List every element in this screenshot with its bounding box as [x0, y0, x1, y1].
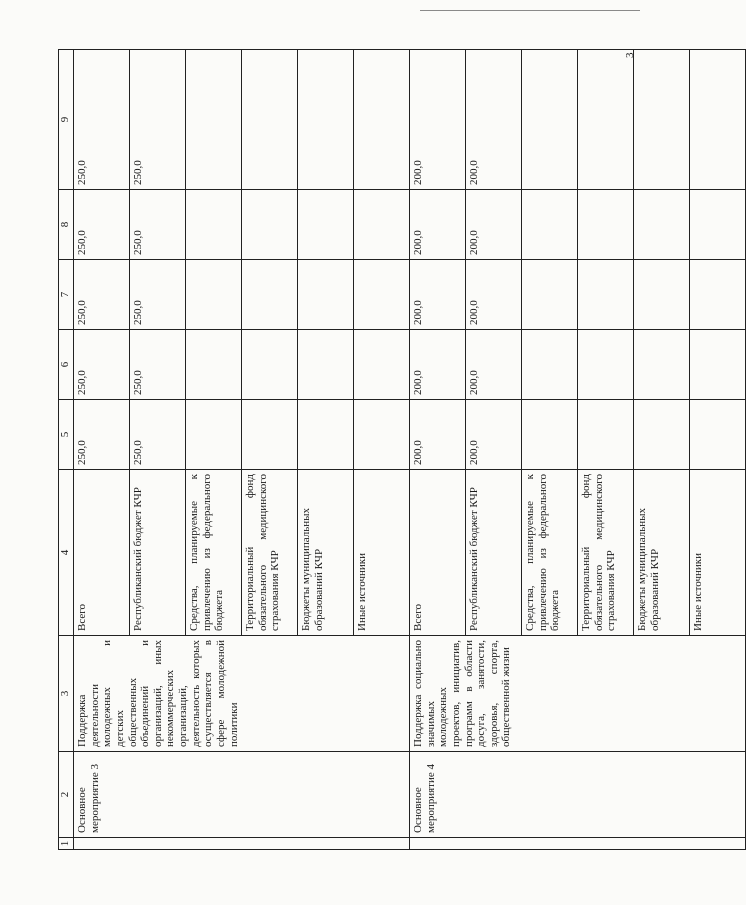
funding-source: Средства, планируемые к привлечению из федерального бюджета [186, 470, 242, 636]
value-cell [634, 50, 690, 190]
funding-source: Территориальный фонд обязательного медицинского страхования КЧР [578, 470, 634, 636]
rotated-page [58, 50, 704, 850]
column-number: 1 [59, 838, 74, 850]
value-cell [690, 400, 746, 470]
column-number: 5 [59, 400, 74, 470]
value-cell [242, 400, 298, 470]
value-cell [298, 330, 354, 400]
value-cell [522, 330, 578, 400]
value-cell: 250,0 [130, 400, 186, 470]
value-cell [298, 50, 354, 190]
value-cell [298, 190, 354, 260]
value-cell [578, 330, 634, 400]
value-cell [354, 330, 410, 400]
value-cell: 250,0 [130, 50, 186, 190]
value-cell [186, 330, 242, 400]
value-cell: 200,0 [466, 50, 522, 190]
funding-table [58, 49, 746, 850]
value-cell [634, 400, 690, 470]
value-cell [186, 190, 242, 260]
value-cell [578, 190, 634, 260]
value-cell: 200,0 [466, 330, 522, 400]
value-cell: 250,0 [74, 400, 130, 470]
value-cell: 200,0 [410, 190, 466, 260]
value-cell [690, 260, 746, 330]
value-cell: 200,0 [410, 260, 466, 330]
value-cell [634, 190, 690, 260]
value-cell: 250,0 [74, 50, 130, 190]
value-cell [578, 260, 634, 330]
value-cell [634, 260, 690, 330]
row-index-cell [74, 838, 410, 850]
value-cell: 250,0 [130, 260, 186, 330]
column-number: 7 [59, 260, 74, 330]
value-cell [186, 50, 242, 190]
funding-source: Иные источники [354, 470, 410, 636]
activity-description: Поддержка социально значимых молодежных проектов, инициатив, программ в области досуга, занятости, здоровья, спорта, общественной жизни [410, 636, 746, 752]
funding-source: Всего [74, 470, 130, 636]
value-cell [354, 260, 410, 330]
column-number: 6 [59, 330, 74, 400]
value-cell [242, 260, 298, 330]
value-cell: 200,0 [410, 50, 466, 190]
value-cell [354, 190, 410, 260]
column-number: 4 [59, 470, 74, 636]
table-row [410, 50, 466, 850]
value-cell [354, 50, 410, 190]
value-cell: 200,0 [466, 190, 522, 260]
value-cell [522, 400, 578, 470]
value-cell [690, 190, 746, 260]
value-cell [298, 260, 354, 330]
table-row [74, 50, 130, 850]
value-cell [298, 400, 354, 470]
value-cell: 200,0 [466, 260, 522, 330]
value-cell: 200,0 [466, 400, 522, 470]
value-cell [634, 330, 690, 400]
header-row [59, 50, 74, 850]
column-number: 3 [59, 636, 74, 752]
funding-source: Бюджеты муниципальных образований КЧР [634, 470, 690, 636]
column-number: 8 [59, 190, 74, 260]
value-cell [242, 50, 298, 190]
value-cell [186, 400, 242, 470]
funding-source: Республиканский бюджет КЧР [130, 470, 186, 636]
value-cell [522, 190, 578, 260]
value-cell: 250,0 [130, 190, 186, 260]
value-cell: 250,0 [130, 330, 186, 400]
activity-code: Основное мероприятие 4 [410, 752, 746, 838]
row-index-cell [410, 838, 746, 850]
value-cell [242, 330, 298, 400]
activity-description: Поддержка деятельности молодежных и детских общественных объединений и организаций, иных некоммерческих организаций, деятельность которых осуществляется в сфере молодежной политики [74, 636, 410, 752]
scan-artifact-line [420, 10, 640, 11]
value-cell: 200,0 [410, 400, 466, 470]
value-cell [690, 330, 746, 400]
funding-source: Территориальный фонд обязательного медицинского страхования КЧР [242, 470, 298, 636]
value-cell: 250,0 [74, 260, 130, 330]
column-number: 2 [59, 752, 74, 838]
value-cell [578, 50, 634, 190]
value-cell [522, 260, 578, 330]
funding-source: Иные источники [690, 470, 746, 636]
value-cell: 200,0 [410, 330, 466, 400]
value-cell [522, 50, 578, 190]
value-cell [186, 260, 242, 330]
value-cell: 250,0 [74, 190, 130, 260]
column-number: 9 [59, 50, 74, 190]
page-number: 3 [624, 52, 636, 58]
value-cell [578, 400, 634, 470]
value-cell: 250,0 [74, 330, 130, 400]
value-cell [690, 50, 746, 190]
activity-code: Основное мероприятие 3 [74, 752, 410, 838]
funding-source: Всего [410, 470, 466, 636]
funding-source: Средства, планируемые к привлечению из федерального бюджета [522, 470, 578, 636]
value-cell [242, 190, 298, 260]
value-cell [354, 400, 410, 470]
funding-source: Республиканский бюджет КЧР [466, 470, 522, 636]
funding-source: Бюджеты муниципальных образований КЧР [298, 470, 354, 636]
